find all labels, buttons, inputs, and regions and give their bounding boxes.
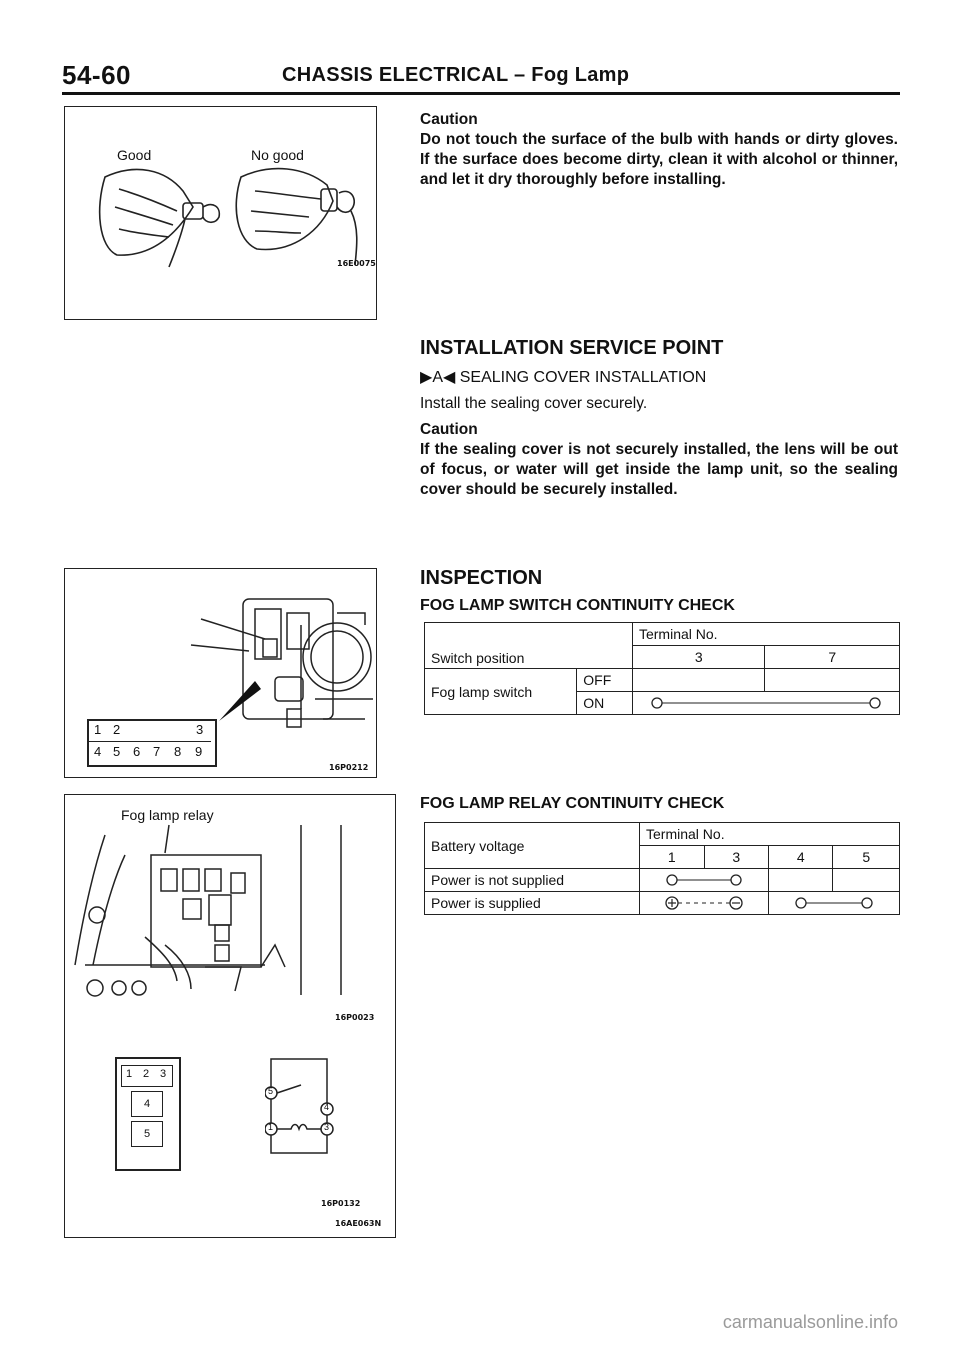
terminal-header: Terminal No.	[640, 823, 900, 846]
sealing-cover-subheading	[420, 368, 706, 388]
off-cell-3	[632, 669, 764, 692]
pin-6: 6	[133, 744, 141, 759]
relay-figure	[64, 794, 396, 1238]
switch-connector-figure	[64, 568, 377, 778]
row-supplied: Power is supplied	[425, 892, 640, 915]
switch-connector-diagram	[87, 719, 217, 767]
terminal-7: 7	[765, 646, 900, 669]
relay-circuit-diagram	[265, 1057, 335, 1157]
relay-pin-5: 5	[143, 1128, 151, 1140]
on-continuity-cell	[632, 692, 899, 715]
pin-4: 4	[94, 744, 102, 759]
bulb-handling-figure	[64, 106, 377, 320]
marker-left-arrow-icon: ◀	[442, 369, 456, 386]
not-supplied-cell-5	[833, 869, 900, 892]
relay-check-heading: FOG LAMP RELAY CONTINUITY CHECK	[420, 795, 725, 812]
not-supplied-continuity-1-3	[640, 869, 769, 892]
fog-lamp-switch-label: Fog lamp switch	[425, 669, 577, 715]
installation-caution-body: If the sealing cover is not securely installed, the lens will be out of focus, or water will get inside the lamp unit, so the sealing cover should be securely installed.	[420, 441, 898, 498]
good-label: Good	[117, 147, 152, 163]
relay-pin-4: 4	[143, 1098, 151, 1110]
relay-label: Fog lamp relay	[121, 807, 214, 823]
marker-letter: A	[432, 369, 443, 386]
relay-continuity-table	[424, 822, 900, 915]
row-not-supplied: Power is not supplied	[425, 869, 640, 892]
no-good-label: No good	[251, 147, 304, 163]
switch-check-heading: FOG LAMP SWITCH CONTINUITY CHECK	[420, 597, 735, 614]
battery-voltage-header: Battery voltage	[425, 823, 640, 869]
battery-polarity-icon	[640, 893, 768, 913]
continuity-connection-icon	[640, 870, 768, 890]
figure-code-c: 16AE063N	[335, 1219, 382, 1228]
header-rule	[62, 92, 900, 95]
hand-holding-bulb-illustration	[65, 107, 376, 319]
pin-7: 7	[153, 744, 161, 759]
pin-8: 8	[174, 744, 182, 759]
not-supplied-cell-4	[769, 869, 833, 892]
pin-5: 5	[113, 744, 121, 759]
supplied-continuity-4-5	[769, 892, 900, 915]
relay-connector-diagram	[115, 1057, 181, 1171]
terminal-1: 1	[640, 846, 705, 869]
continuity-connection-icon	[633, 693, 899, 713]
sub-heading: SEALING COVER INSTALLATION	[459, 369, 707, 386]
figure-code: 16P0212	[329, 763, 369, 772]
switch-position-header: Switch position	[425, 623, 633, 669]
installation-caution-title: Caution	[420, 421, 478, 438]
pin-2: 2	[113, 722, 121, 737]
terminal-5: 5	[833, 846, 900, 869]
terminal-3: 3	[704, 846, 769, 869]
supplied-battery-1-3	[640, 892, 769, 915]
circuit-pin-5: 5	[268, 1086, 274, 1096]
installation-heading: INSTALLATION SERVICE POINT	[420, 337, 724, 359]
circuit-pin-1: 1	[268, 1122, 274, 1132]
relay-pin-1: 1	[126, 1068, 133, 1080]
caution-body: Do not touch the surface of the bulb with hands or dirty gloves. If the surface does become dirty, clean it with alcohol or thinner, and let it dry thoroughly before installing.	[420, 131, 898, 188]
state-on: ON	[577, 692, 633, 715]
relay-pin-3: 3	[160, 1068, 167, 1080]
switch-continuity-table	[424, 622, 900, 715]
terminal-4: 4	[769, 846, 833, 869]
caution-title: Caution	[420, 111, 478, 128]
inspection-heading: INSPECTION	[420, 567, 543, 589]
terminal-3: 3	[632, 646, 764, 669]
figure-code-a: 16P0023	[335, 1013, 375, 1022]
section-title: CHASSIS ELECTRICAL – Fog Lamp	[282, 64, 630, 86]
pin-9: 9	[195, 744, 203, 759]
circuit-pin-4: 4	[324, 1102, 330, 1112]
figure-code: 16E0075	[337, 259, 376, 268]
circuit-pin-3: 3	[324, 1122, 330, 1132]
marker-right-arrow-icon: ▶	[420, 369, 433, 386]
installation-instruction: Install the sealing cover securely.	[420, 395, 648, 412]
pin-3: 3	[196, 722, 204, 737]
pin-1: 1	[94, 722, 102, 737]
relay-pin-2: 2	[143, 1068, 150, 1080]
continuity-connection-icon	[769, 893, 899, 913]
figure-code-b: 16P0132	[321, 1199, 361, 1208]
terminal-header: Terminal No.	[632, 623, 899, 646]
off-cell-7	[765, 669, 900, 692]
state-off: OFF	[577, 669, 633, 692]
page-number: 54-60	[62, 60, 131, 90]
watermark: carmanualsonline.info	[722, 1312, 898, 1332]
